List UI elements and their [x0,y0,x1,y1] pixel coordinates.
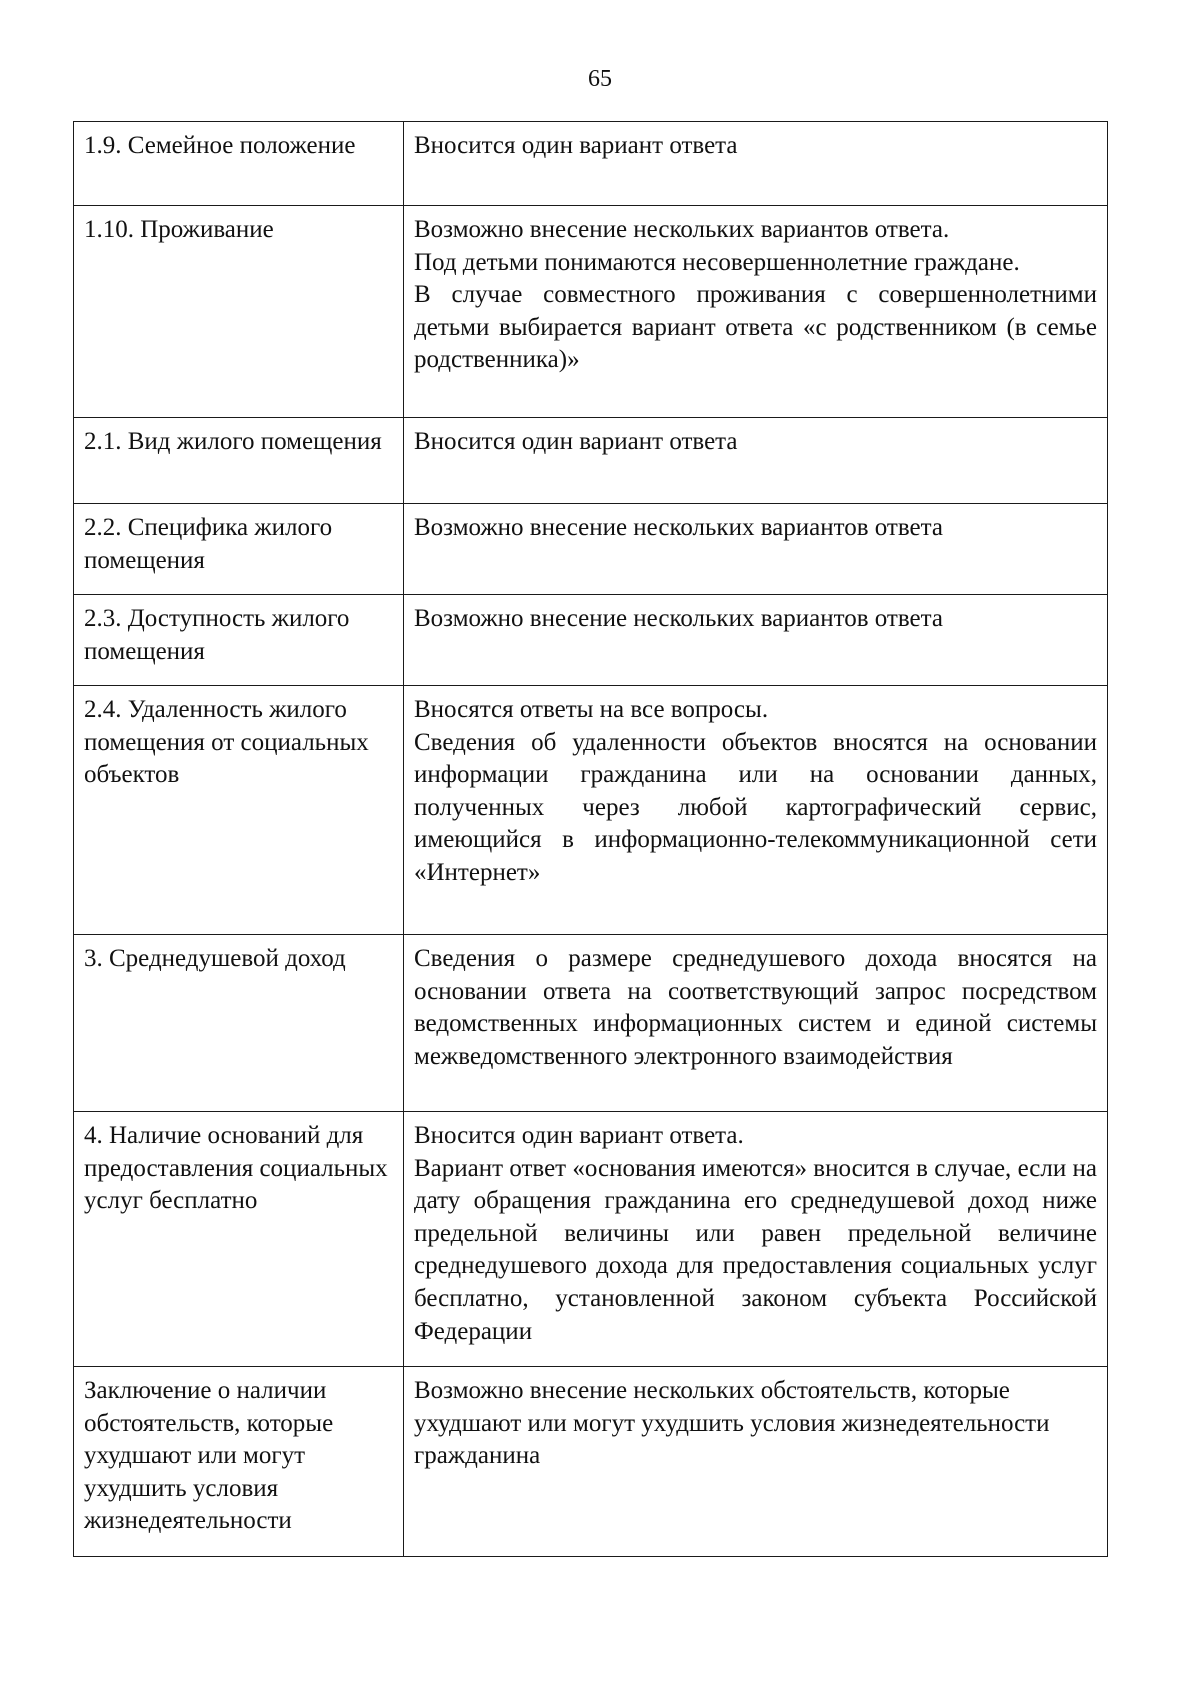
description-paragraph: Возможно внесение нескольких вариантов ответа [414,514,943,541]
row-description-cell [404,1112,1108,1367]
row-label: 2.2. Специфика жилого помещения [84,514,333,574]
row-label: 2.1. Вид жилого помещения [84,428,382,455]
row-description-cell [404,935,1108,1112]
row-description-cell [404,595,1108,686]
row-label-cell [74,504,404,595]
row-description-cell [404,122,1108,206]
description-paragraph: Сведения об удаленности объектов вносятся на основании информации гражданина или на основании данных, полученных через любой картографический сервис, имеющийся в информационно-телекоммуникационной сети «Интернет» [414,728,1097,886]
table-row [74,686,1108,935]
table-row [74,206,1108,418]
description-paragraph: Вносится один вариант ответа. [414,1122,744,1149]
row-label-cell [74,122,404,206]
description-paragraph: Вносится один вариант ответа [414,132,738,159]
description-paragraph: Вариант ответ «основания имеются» вносится в случае, если на дату обращения гражданина его среднедушевой доход ниже предельной величины или равен предельной величине среднедушевого дохода для предоставления социальных услуг бесплатно, установленной законом субъекта Российской Федерации [414,1154,1097,1345]
row-label-cell [74,935,404,1112]
table-row [74,122,1108,206]
document-table [73,121,1108,1557]
description-paragraph: Вносятся ответы на все вопросы. [414,696,769,723]
description-paragraph: Возможно внесение нескольких вариантов ответа. [414,216,950,243]
table-row [74,418,1108,504]
table-row [74,935,1108,1112]
row-label: 1.9. Семейное положение [84,132,356,159]
row-label: Заключение о наличии обстоятельств, которые ухудшают или могут ухудшить условия жизнедеятельности [84,1377,334,1535]
row-label-cell [74,595,404,686]
row-label-cell [74,686,404,935]
description-paragraph: Сведения о размере среднедушевого дохода вносятся на основании ответа на соответствующий запрос посредством ведомственных информационных систем и единой системы межведомственного электронного взаимодействия [414,945,1097,1070]
row-label: 3. Среднедушевой доход [84,945,346,972]
description-paragraph: Вносится один вариант ответа [414,428,738,455]
description-paragraph: В случае совместного проживания с совершеннолетними детьми выбирается вариант ответа «с родственником (в семье родственника)» [414,281,1097,374]
row-label: 1.10. Проживание [84,216,274,243]
row-label-cell [74,1112,404,1367]
row-label-cell [74,206,404,418]
description-paragraph: Возможно внесение нескольких вариантов ответа [414,605,943,632]
description-paragraph: Возможно внесение нескольких обстоятельств, которые ухудшают или могут ухудшить условия жизнедеятельности гражданина [414,1377,1050,1470]
row-label-cell [74,1367,404,1557]
table-row [74,1367,1108,1557]
row-description-cell [404,504,1108,595]
table-row [74,595,1108,686]
row-description-cell [404,418,1108,504]
table-row [74,504,1108,595]
row-description-cell [404,1367,1108,1557]
row-description-cell [404,686,1108,935]
page-number: 65 [588,66,612,92]
row-label: 2.4. Удаленность жилого помещения от социальных объектов [84,696,369,789]
table-row [74,1112,1108,1367]
row-label: 2.3. Доступность жилого помещения [84,605,350,665]
row-label: 4. Наличие оснований для предоставления социальных услуг бесплатно [84,1122,388,1215]
row-description-cell [404,206,1108,418]
row-label-cell [74,418,404,504]
description-paragraph: Под детьми понимаются несовершеннолетние граждане. [414,248,1020,276]
